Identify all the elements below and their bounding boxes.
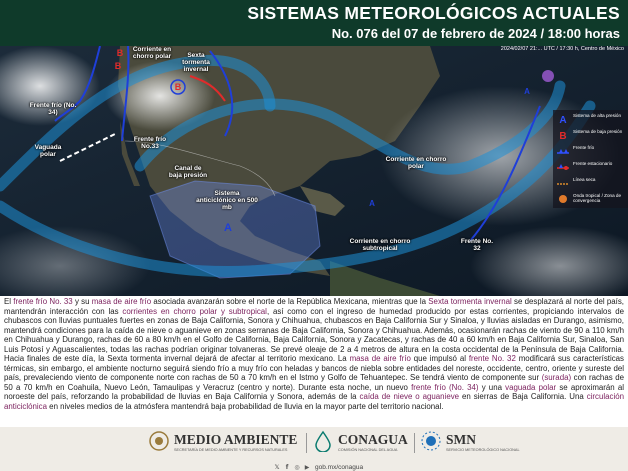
high-pressure-A-3: A <box>524 87 530 96</box>
warm-front-icon <box>556 161 570 173</box>
bulletin-text <box>4 297 624 427</box>
low-pressure-B-1: B <box>174 82 182 92</box>
bulletin-segment: con rachas de 50 a 70 km/h en Coahuila, Nuevo León, Tamaulipas y Veracruz (centro y norte). Durante esta noche, un nuevo <box>4 373 624 392</box>
bulletin-highlight: circulación anticiclónica <box>4 392 624 411</box>
instagram-icon[interactable]: ◎ <box>294 463 300 471</box>
purple-system-marker <box>542 70 554 82</box>
bulletin-highlight: frente No. 32 <box>468 354 516 363</box>
dry-line-icon <box>556 177 570 189</box>
youtube-icon[interactable]: ▶ <box>304 463 310 471</box>
bulletin-highlight: caída de nieve o aguanieve <box>359 392 460 401</box>
bulletin-highlight: corrientes en chorro polar y subtropical <box>122 306 267 316</box>
bulletin-segment: , así como con el ingreso de humedad producido por estas corrientes, propiciando intervalos de chubascos con lluvias puntuales fuertes en zonas de Baja California, Sonora y Chihuahua, chubascos en Baja California Sur y Sinaloa, y lluvias aisladas en Durango, asimismo, mantendrá condiciones para la caída de nieve o aguanieve en zonas serranas de Baja California, Sonora y Chihuahua. Además, ocasionarán rachas de viento de 90 a 110 km/h en Chihuahua y Durango, rachas de 60 a 80 km/h en el Golfo de California, Baja California, Sonora y Zacatecas, y rachas de 40 a 60 km/h en Baja California Sur, Sinaloa, San Luis Potosí y Aguascalientes, todas las rachas podrían originar tolvaneras. Se prevé oleaje de 2 a 4 metros de altura en la costa occidental de la Península de Baja California. Hacia finales de este día, la Sexta tormenta invernal dejará de afectar al territorio mexicano. La <box>4 306 624 363</box>
bulletin-segment: se aproximarán al noroeste del país, reforzando la probabilidad de lluvias en Baja California y Sonora, además de la <box>4 382 625 401</box>
label-frente-32: Frente No. 32 <box>460 238 494 252</box>
website-link[interactable]: gob.mx/conagua <box>315 464 364 471</box>
footer-divider <box>306 433 307 453</box>
semarnat-seal-icon <box>148 430 170 452</box>
label-frente-33: Frente frío No.33 <box>133 136 167 150</box>
high-pressure-A-1: A <box>224 222 232 234</box>
bulletin-segment: en sierras de Baja California. Una <box>459 392 587 401</box>
bulletin-highlight: masa de aire frío <box>91 297 152 306</box>
bulletin-segment: y una <box>478 382 506 392</box>
facebook-icon[interactable]: f <box>285 463 289 471</box>
bulletin-highlight: frente frío (No. 34) <box>411 382 479 392</box>
label-jet-polar-nw: Corriente en chorro polar <box>132 46 172 60</box>
logo-medio-ambiente: MEDIO AMBIENTE SECRETARÍA DE MEDIO AMBIENTE Y RECURSOS NATURALES <box>148 430 280 454</box>
bulletin-segment: en niveles medios de la atmósfera mantendrá baja probabilidad de lluvia en la mayor parte del territorio nacional. <box>46 401 444 411</box>
bulletin-highlight: frente frío No. 33 <box>13 297 73 306</box>
bulletin-number: No. 076 del 07 de febrero de 2024 / 18:00 horas <box>331 26 620 41</box>
label-sexta-tormenta: Sexta tormenta invernal <box>182 52 210 73</box>
label-canal: Canal de baja presión <box>168 165 208 179</box>
x-icon[interactable]: 𝕏 <box>274 463 280 471</box>
header-banner <box>0 0 628 46</box>
low-pressure-B-2: B <box>116 48 124 58</box>
map-canvas <box>0 46 628 296</box>
bulletin-segment: y su <box>72 297 92 306</box>
bulletin-highlight: Sexta tormenta invernal <box>428 297 512 306</box>
map-legend <box>553 110 628 208</box>
label-frente-34: Frente frío (No. 34) <box>29 102 77 116</box>
low-pressure-icon <box>556 129 570 141</box>
bulletin-segment: El <box>4 297 14 306</box>
legend-item-cold-front: Frente frío <box>553 144 628 158</box>
bulletin-segment: que impulsó al <box>410 354 469 363</box>
bulletin-segment: se desplazará al norte del país, mantendrán interacción con las <box>4 297 624 316</box>
legend-item-dry-line: Línea seca <box>553 176 628 190</box>
legend-item-low: B Sistema de baja presión <box>553 128 628 142</box>
high-pressure-icon <box>556 113 570 125</box>
logo-conagua: CONAGUA COMISIÓN NACIONAL DEL AGUA <box>312 430 412 454</box>
bulletin-highlight: vaguada polar <box>505 382 557 392</box>
map-timestamp: 2024/02/07 21:... UTC / 17:30 h, Centro de México <box>500 46 624 52</box>
cold-front-icon <box>556 145 570 157</box>
svg-text:A: A <box>559 115 567 125</box>
legend-item-tropical-wave: Onda tropical / Zona de convergencia <box>553 192 628 206</box>
bulletin-highlight: masa de aire frío <box>349 354 411 363</box>
label-anticiclon: Sistema anticiclónico en 500 mb <box>196 190 258 211</box>
bulletin-segment: modificará sus características térmicas, sin embargo, el ambiente nocturno seguirá siendo frío a muy frío con heladas y bancos de niebla sobre entidades del noreste, occidente, centro, oriente y sureste del país, prevaleciendo viento de componente norte con rachas de 50 a 70 km/h en el Istmo y Golfo de Tehuantepec. Se tendrá viento de componente sur <box>4 354 624 382</box>
smn-sun-icon <box>420 430 442 452</box>
low-pressure-B-3: B <box>114 61 122 71</box>
weather-map <box>0 46 628 296</box>
bulletin-highlight: (surada) <box>541 373 572 382</box>
legend-item-stationary-front: Frente estacionario <box>553 160 628 174</box>
conagua-drop-icon <box>312 430 334 452</box>
tropical-wave-icon <box>556 193 570 205</box>
legend-item-high: A Sistema de alta presión <box>553 112 628 126</box>
footer <box>0 427 628 471</box>
social-links <box>273 459 363 469</box>
high-pressure-A-2: A <box>369 199 375 208</box>
label-jet-subtropical: Corriente en chorro subtropical <box>349 238 411 252</box>
footer-divider <box>414 433 415 453</box>
svg-text:B: B <box>559 131 567 141</box>
logo-smn: SMN SERVICIO METEOROLÓGICO NACIONAL <box>420 430 500 454</box>
page-title: SISTEMAS METEOROLÓGICOS ACTUALES <box>247 3 620 23</box>
label-jet-polar-east: Corriente en chorro polar <box>385 156 447 170</box>
label-vaguada: Vaguada polar <box>34 144 62 158</box>
bulletin-segment: asociada avanzarán sobre el norte de la República Mexicana, mientras que la <box>151 297 429 306</box>
